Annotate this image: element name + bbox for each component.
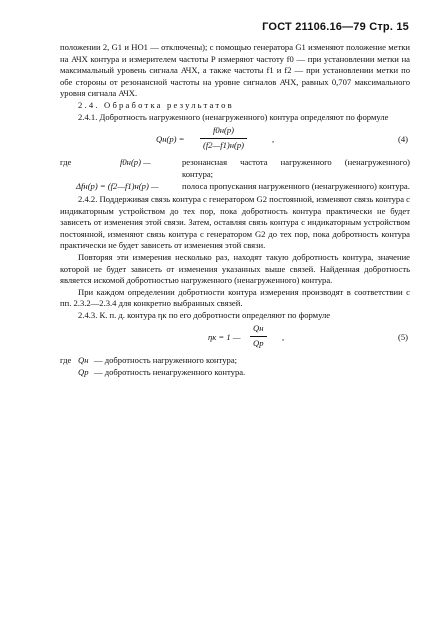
definition-f0-symbol: f0н(р) — (120, 157, 151, 168)
formula-5-fraction (250, 323, 267, 349)
formula-5-denominator: Qр (253, 338, 264, 349)
formula-4-denominator: (f2—f1)н(р) (203, 139, 245, 150)
definition-qn-text: — добротность нагруженного контура; (94, 355, 238, 366)
paragraph-2-4-2: 2.4.2. Поддерживая связь контура с генератором G2 постоянной, изменяют связь контура с индикаторным устройством до тех пор, пока добротность контура практически не будет зависеть от изменения этой связи. Затем, оставляя связь контура с индикаторным устройством постоянной, изменяют связь контура с генератором G2 до тех пор, пока добротность контура практически не будет зависеть от изменения этой связи. (60, 193, 410, 251)
where-label-2: где (60, 355, 72, 366)
formula-4-number: (4) (397, 134, 408, 145)
formula-5-lhs: ηк = 1 — (208, 332, 241, 343)
paragraph-top: положении 2, G1 и HO1 — отключены); с помощью генератора G1 изменяют положение метки на АЧХ контура и измерителем частоты P измеряют частоту f0 — при установлении метки на максимальный уровень сигнала АЧХ, а также частоты f1 и f2 — при установлении метки по обе стороны от резонансной частоты на уровне сигналов АЧХ, равных 0,707 максимального уровня сигнала АЧХ. (60, 42, 410, 99)
definition-delta-f (60, 181, 410, 193)
definition-qp-symbol: Qр (78, 367, 89, 378)
paragraph-2-4-1: 2.4.1. Добротность нагруженного (ненагруженного) контура определяют по формуле (78, 111, 389, 122)
section-heading (60, 100, 410, 112)
formula-4 (60, 125, 410, 155)
where-label: где (60, 157, 72, 168)
paragraph-2-4-3: 2.4.3. К. п. д. контура ηк по его добротности определяют по формуле (78, 309, 331, 320)
section-heading-text: 2.4. Обработка результатов (78, 99, 234, 110)
formula-4-tail: , (272, 134, 275, 145)
formula-5-tail: , (282, 332, 285, 343)
formula-5 (60, 323, 410, 353)
definition-qn-symbol: Qн (78, 355, 89, 366)
formula-5-numerator: Qн (253, 323, 264, 334)
definition-f0-text: резонансная частота нагруженного (ненагруженного) контура; (182, 157, 410, 179)
paragraph-repeat: Повторяя эти измерения несколько раз, находят такую добротность контура, значение которой не будет зависеть от изменения указанных выше связей. Найденная добротность является искомой добротностью нагруженного (ненагруженного) контура. (60, 251, 410, 286)
definition-delta-f-symbol: Δfн(р) = (f2—f1)н(р) — (76, 181, 159, 192)
formula-4-fraction (200, 125, 247, 151)
formula-4-numerator: f0н(р) (213, 125, 234, 136)
fraction-bar (200, 138, 247, 139)
formula-5-number: (5) (397, 332, 408, 343)
definition-qp (60, 367, 410, 379)
definition-qn (60, 355, 410, 367)
paragraph-each: При каждом определении добротности контура измерения производят в соответствии с пп. 2.3.2—2.3.4 для конкретно выбранных связей. (60, 286, 410, 309)
fraction-bar (250, 336, 267, 337)
document-body (60, 42, 410, 379)
definition-qp-text: — добротность ненагруженного контура. (94, 367, 246, 378)
page-header: ГОСТ 21106.16—79 Стр. 15 (262, 21, 409, 33)
definition-f0 (60, 157, 410, 180)
definition-delta-f-text: полоса пропускания нагруженного (ненагруженного) контура. (182, 181, 410, 192)
formula-4-lhs: Qн(р) = (156, 134, 185, 145)
